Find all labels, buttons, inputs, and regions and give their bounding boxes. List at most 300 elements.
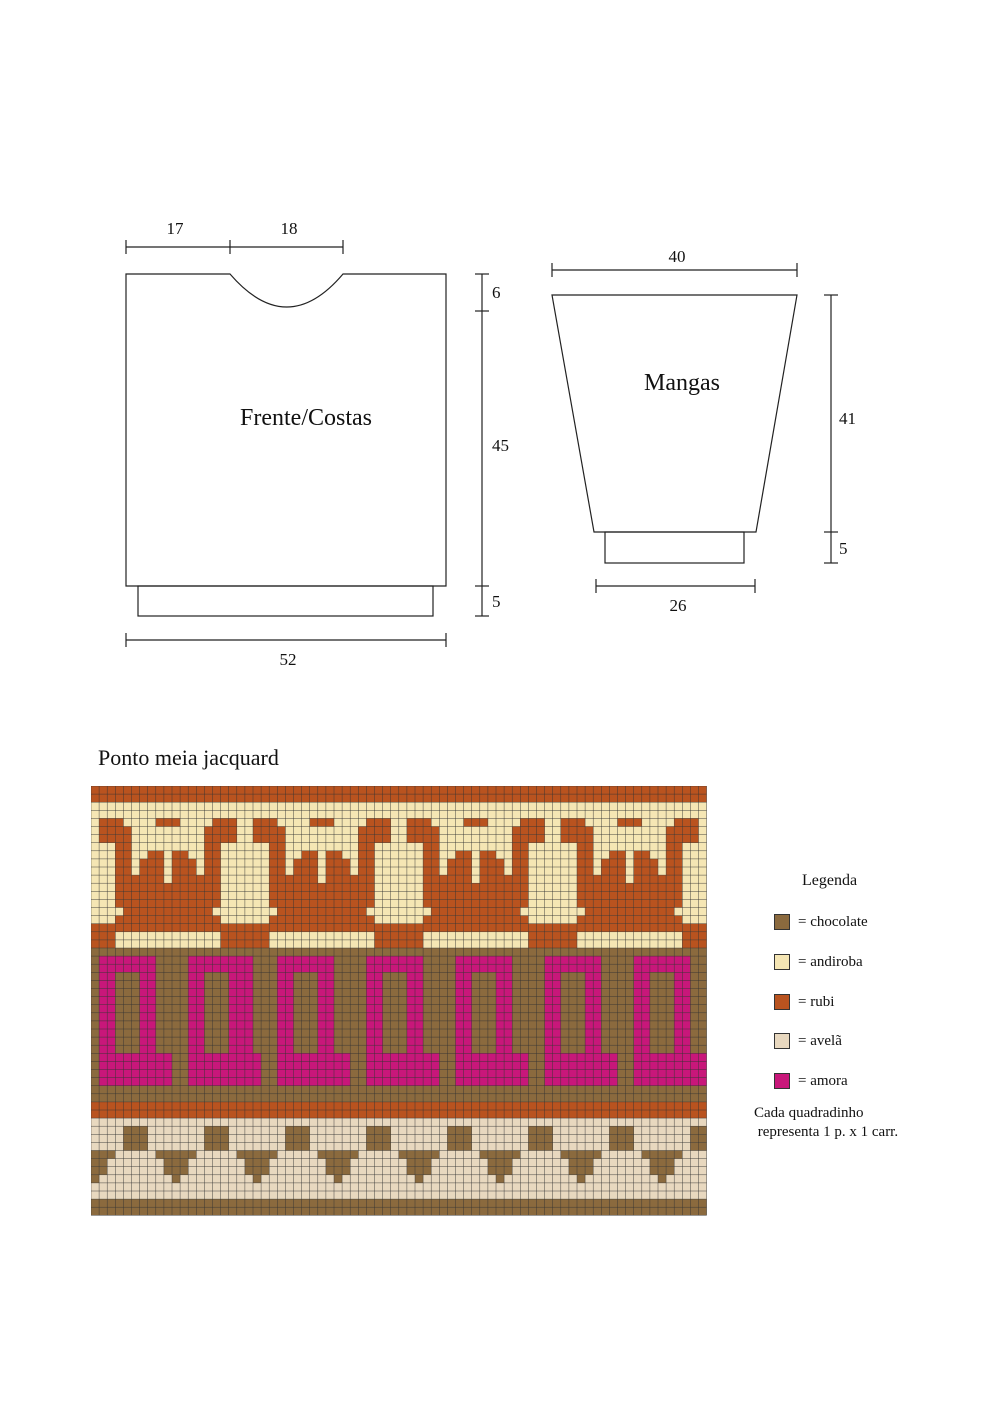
chart-cell xyxy=(229,964,237,972)
chart-cell xyxy=(99,980,107,988)
chart-cell xyxy=(601,1070,609,1078)
chart-cell xyxy=(553,1029,561,1037)
chart-cell xyxy=(204,867,212,875)
chart-cell xyxy=(140,1005,148,1013)
chart-cell xyxy=(407,1045,415,1053)
chart-cell xyxy=(132,875,140,883)
chart-cell xyxy=(407,835,415,843)
chart-cell xyxy=(164,1070,172,1078)
chart-cell xyxy=(310,867,318,875)
chart-cell xyxy=(172,916,180,924)
chart-cell xyxy=(642,908,650,916)
chart-cell xyxy=(545,924,553,932)
chart-cell xyxy=(545,1070,553,1078)
chart-cell xyxy=(277,1045,285,1053)
chart-cell xyxy=(237,1029,245,1037)
chart-cell xyxy=(366,997,374,1005)
chart-cell xyxy=(342,899,350,907)
chart-cell xyxy=(561,964,569,972)
chart-cell xyxy=(618,851,626,859)
chart-cell xyxy=(642,997,650,1005)
chart-cell xyxy=(237,989,245,997)
chart-cell xyxy=(245,1029,253,1037)
chart-cell xyxy=(107,1005,115,1013)
chart-cell xyxy=(642,989,650,997)
chart-cell xyxy=(504,1061,512,1069)
chart-cell xyxy=(407,924,415,932)
chart-cell xyxy=(423,1061,431,1069)
legend-item-rubi xyxy=(774,993,834,1011)
chart-cell xyxy=(447,859,455,867)
chart-cell xyxy=(456,1061,464,1069)
chart-cell xyxy=(569,835,577,843)
chart-cell xyxy=(196,1029,204,1037)
chart-cell xyxy=(609,1053,617,1061)
chart-cell xyxy=(488,1078,496,1086)
legend-note: Cada quadradinho representa 1 p. x 1 carr. xyxy=(754,1105,899,1140)
chart-cell xyxy=(277,883,285,891)
chart-cell xyxy=(140,1078,148,1086)
chart-cell xyxy=(415,1175,423,1183)
chart-cell xyxy=(601,1053,609,1061)
chart-cell xyxy=(674,827,682,835)
chart-cell xyxy=(229,1061,237,1069)
chart-cell xyxy=(609,924,617,932)
chart-cell xyxy=(302,924,310,932)
chart-cell xyxy=(229,997,237,1005)
chart-cell xyxy=(504,1037,512,1045)
chart-cell xyxy=(285,875,293,883)
chart-cell xyxy=(658,908,666,916)
chart-cell xyxy=(512,891,520,899)
chart-cell xyxy=(593,924,601,932)
chart-cell xyxy=(480,891,488,899)
chart-cell xyxy=(91,924,99,932)
chart-cell xyxy=(229,924,237,932)
chart-cell xyxy=(302,1126,310,1134)
dim-body-height: 45 xyxy=(492,436,509,455)
chart-cell xyxy=(99,924,107,932)
chart-cell xyxy=(204,1142,212,1150)
chart-cell xyxy=(318,924,326,932)
chart-cell xyxy=(496,980,504,988)
chart-cell xyxy=(375,989,383,997)
chart-cell xyxy=(107,956,115,964)
chart-cell xyxy=(253,1159,261,1167)
chart-cell xyxy=(326,1005,334,1013)
chart-cell xyxy=(520,859,528,867)
chart-cell xyxy=(277,956,285,964)
chart-cell xyxy=(634,980,642,988)
chart-cell xyxy=(504,972,512,980)
chart-cell xyxy=(261,924,269,932)
chart-cell xyxy=(553,1005,561,1013)
chart-cell xyxy=(115,899,123,907)
chart-cell xyxy=(253,940,261,948)
chart-cell xyxy=(115,818,123,826)
chart-cell xyxy=(310,851,318,859)
chart-cell xyxy=(366,980,374,988)
chart-cell xyxy=(391,964,399,972)
chart-cell xyxy=(334,916,342,924)
chart-cell xyxy=(115,924,123,932)
legend-item-amora xyxy=(774,1072,848,1090)
chart-cell xyxy=(682,1021,690,1029)
chart-cell xyxy=(431,891,439,899)
chart-cell xyxy=(642,859,650,867)
chart-cell xyxy=(407,1037,415,1045)
chart-cell xyxy=(415,1061,423,1069)
chart-cell xyxy=(666,875,674,883)
chart-cell xyxy=(294,1061,302,1069)
chart-cell xyxy=(593,883,601,891)
chart-cell xyxy=(553,1037,561,1045)
chart-cell xyxy=(366,867,374,875)
chart-cell xyxy=(690,1126,698,1134)
chart-cell xyxy=(310,916,318,924)
chart-cell xyxy=(690,1134,698,1142)
swatch-andiroba xyxy=(774,954,790,970)
chart-cell xyxy=(302,1078,310,1086)
chart-cell xyxy=(253,1070,261,1078)
chart-cell xyxy=(601,883,609,891)
chart-cell xyxy=(326,916,334,924)
chart-cell xyxy=(545,964,553,972)
chart-cell xyxy=(423,859,431,867)
chart-cell xyxy=(682,932,690,940)
chart-cell xyxy=(674,980,682,988)
chart-cell xyxy=(666,859,674,867)
chart-cell xyxy=(488,859,496,867)
chart-cell xyxy=(601,924,609,932)
chart-cell xyxy=(626,1134,634,1142)
chart-cell xyxy=(682,827,690,835)
chart-cell xyxy=(415,1005,423,1013)
chart-cell xyxy=(358,908,366,916)
chart-cell xyxy=(593,997,601,1005)
chart-cell xyxy=(375,956,383,964)
chart-cell xyxy=(140,1029,148,1037)
chart-cell xyxy=(302,859,310,867)
chart-cell xyxy=(140,1021,148,1029)
chart-cell xyxy=(140,964,148,972)
chart-cell xyxy=(569,1070,577,1078)
chart-cell xyxy=(188,1061,196,1069)
chart-cell xyxy=(326,1078,334,1086)
chart-cell xyxy=(504,883,512,891)
chart-cell xyxy=(318,1005,326,1013)
chart-cell xyxy=(634,899,642,907)
chart-cell xyxy=(447,867,455,875)
chart-cell xyxy=(480,1061,488,1069)
chart-cell xyxy=(140,916,148,924)
chart-cell xyxy=(423,924,431,932)
chart-cell xyxy=(156,867,164,875)
chart-cell xyxy=(423,827,431,835)
chart-cell xyxy=(504,1029,512,1037)
chart-cell xyxy=(123,1053,131,1061)
chart-cell xyxy=(407,1053,415,1061)
chart-cell xyxy=(221,1078,229,1086)
chart-cell xyxy=(148,1013,156,1021)
chart-cell xyxy=(431,899,439,907)
chart-cell xyxy=(650,867,658,875)
chart-cell xyxy=(674,916,682,924)
chart-cell xyxy=(626,916,634,924)
chart-cell xyxy=(188,1005,196,1013)
chart-cell xyxy=(148,1045,156,1053)
chart-cell xyxy=(156,891,164,899)
chart-cell xyxy=(472,818,480,826)
chart-cell xyxy=(196,1078,204,1086)
sleeve-label: Mangas xyxy=(644,370,720,396)
chart-cell xyxy=(140,1045,148,1053)
chart-cell xyxy=(188,1070,196,1078)
chart-cell xyxy=(156,908,164,916)
chart-cell xyxy=(196,1013,204,1021)
chart-cell xyxy=(528,835,536,843)
chart-cell xyxy=(172,818,180,826)
chart-cell xyxy=(674,1053,682,1061)
chart-cell xyxy=(504,1005,512,1013)
chart-cell xyxy=(383,827,391,835)
chart-cell xyxy=(488,1070,496,1078)
chart-cell xyxy=(666,835,674,843)
chart-cell xyxy=(666,843,674,851)
chart-cell xyxy=(545,1126,553,1134)
chart-cell xyxy=(318,1021,326,1029)
chart-cell xyxy=(650,883,658,891)
chart-cell xyxy=(132,1126,140,1134)
chart-cell xyxy=(456,924,464,932)
chart-cell xyxy=(682,835,690,843)
chart-cell xyxy=(196,1005,204,1013)
chart-cell xyxy=(399,1078,407,1086)
chart-cell xyxy=(99,940,107,948)
chart-cell xyxy=(618,891,626,899)
chart-cell xyxy=(577,1070,585,1078)
chart-cell xyxy=(148,1005,156,1013)
chart-cell xyxy=(188,1053,196,1061)
chart-cell xyxy=(642,964,650,972)
chart-cell xyxy=(334,867,342,875)
chart-cell xyxy=(107,997,115,1005)
chart-cell xyxy=(699,924,707,932)
chart-cell xyxy=(221,1142,229,1150)
chart-cell xyxy=(245,997,253,1005)
chart-cell xyxy=(609,1070,617,1078)
chart-cell xyxy=(545,989,553,997)
chart-cell xyxy=(415,972,423,980)
chart-cell xyxy=(537,835,545,843)
legend-item-andiroba xyxy=(774,953,863,971)
chart-cell xyxy=(585,997,593,1005)
chart-cell xyxy=(310,1078,318,1086)
chart-cell xyxy=(132,1078,140,1086)
chart-cell xyxy=(172,924,180,932)
chart-cell xyxy=(188,972,196,980)
chart-cell xyxy=(107,940,115,948)
chart-cell xyxy=(132,964,140,972)
chart-cell xyxy=(285,1134,293,1142)
chart-cell xyxy=(350,924,358,932)
chart-cell xyxy=(358,899,366,907)
chart-cell xyxy=(253,1078,261,1086)
chart-cell xyxy=(496,1013,504,1021)
chart-cell xyxy=(383,1061,391,1069)
chart-cell xyxy=(472,1053,480,1061)
chart-cell xyxy=(285,1142,293,1150)
chart-cell xyxy=(407,1078,415,1086)
chart-cell xyxy=(626,1142,634,1150)
chart-cell xyxy=(488,867,496,875)
chart-cell xyxy=(107,1037,115,1045)
chart-cell xyxy=(634,972,642,980)
chart-cell xyxy=(326,867,334,875)
chart-cell xyxy=(650,859,658,867)
chart-cell xyxy=(164,1053,172,1061)
chart-cell xyxy=(577,1159,585,1167)
chart-cell xyxy=(294,883,302,891)
chart-cell xyxy=(140,883,148,891)
chart-cell xyxy=(537,1142,545,1150)
chart-cell xyxy=(148,875,156,883)
chart-cell xyxy=(156,851,164,859)
chart-cell xyxy=(269,851,277,859)
chart-cell xyxy=(593,1021,601,1029)
chart-cell xyxy=(666,1061,674,1069)
chart-cell xyxy=(204,1061,212,1069)
chart-cell xyxy=(237,997,245,1005)
chart-cell xyxy=(156,916,164,924)
chart-cell xyxy=(334,899,342,907)
chart-cell xyxy=(601,908,609,916)
chart-cell xyxy=(520,1078,528,1086)
chart-cell xyxy=(383,940,391,948)
chart-cell xyxy=(132,1061,140,1069)
chart-cell xyxy=(180,924,188,932)
chart-cell xyxy=(407,1159,415,1167)
chart-cell xyxy=(496,1005,504,1013)
chart-cell xyxy=(334,851,342,859)
chart-cell xyxy=(439,883,447,891)
chart-cell xyxy=(245,1005,253,1013)
dim-neck-depth: 6 xyxy=(492,283,501,302)
chart-cell xyxy=(107,1013,115,1021)
chart-cell xyxy=(585,924,593,932)
chart-cell xyxy=(504,899,512,907)
chart-cell xyxy=(431,867,439,875)
chart-cell xyxy=(115,891,123,899)
chart-cell xyxy=(253,827,261,835)
chart-cell xyxy=(318,989,326,997)
chart-cell xyxy=(496,1021,504,1029)
chart-cell xyxy=(658,875,666,883)
chart-cell xyxy=(277,964,285,972)
chart-cell xyxy=(407,1167,415,1175)
chart-cell xyxy=(375,1070,383,1078)
chart-cell xyxy=(318,1053,326,1061)
chart-cell xyxy=(699,1126,707,1134)
chart-cell xyxy=(650,1078,658,1086)
chart-cell xyxy=(456,1053,464,1061)
chart-cell xyxy=(634,956,642,964)
chart-cell xyxy=(699,1134,707,1142)
chart-cell xyxy=(601,1061,609,1069)
chart-cell xyxy=(261,940,269,948)
chart-cell xyxy=(488,1159,496,1167)
chart-cell xyxy=(285,1045,293,1053)
chart-cell xyxy=(383,835,391,843)
chart-cell xyxy=(358,867,366,875)
chart-cell xyxy=(528,1134,536,1142)
chart-cell xyxy=(229,827,237,835)
chart-cell xyxy=(277,843,285,851)
chart-cell xyxy=(545,980,553,988)
chart-cell xyxy=(569,1061,577,1069)
chart-cell xyxy=(253,1175,261,1183)
chart-cell xyxy=(553,980,561,988)
chart-cell xyxy=(553,1061,561,1069)
chart-cell xyxy=(674,851,682,859)
chart-cell xyxy=(512,924,520,932)
chart-cell xyxy=(188,867,196,875)
chart-cell xyxy=(496,916,504,924)
chart-cell xyxy=(561,1070,569,1078)
chart-cell xyxy=(464,899,472,907)
chart-cell xyxy=(456,1045,464,1053)
chart-cell xyxy=(488,875,496,883)
chart-cell xyxy=(334,908,342,916)
chart-cell xyxy=(285,1013,293,1021)
chart-cell xyxy=(423,818,431,826)
chart-cell xyxy=(537,1126,545,1134)
chart-cell xyxy=(318,1029,326,1037)
chart-cell xyxy=(140,1061,148,1069)
chart-cell xyxy=(156,899,164,907)
chart-cell xyxy=(496,1045,504,1053)
chart-cell xyxy=(148,916,156,924)
chart-cell xyxy=(245,1013,253,1021)
chart-cell xyxy=(512,875,520,883)
chart-cell xyxy=(107,989,115,997)
chart-cell xyxy=(545,1142,553,1150)
chart-cell xyxy=(431,1053,439,1061)
chart-cell xyxy=(634,875,642,883)
chart-cell xyxy=(115,867,123,875)
dim-top-neck: 18 xyxy=(280,219,298,238)
chart-cell xyxy=(520,875,528,883)
chart-cell xyxy=(496,1061,504,1069)
chart-cell xyxy=(148,1029,156,1037)
chart-cell xyxy=(132,1070,140,1078)
chart-cell xyxy=(310,964,318,972)
chart-cell xyxy=(666,1151,674,1159)
chart-cell xyxy=(577,956,585,964)
chart-cell xyxy=(642,1078,650,1086)
chart-cell xyxy=(488,956,496,964)
chart-cell xyxy=(140,859,148,867)
chart-cell xyxy=(107,1061,115,1069)
chart-cell xyxy=(221,1053,229,1061)
chart-cell xyxy=(302,1070,310,1078)
chart-cell xyxy=(334,1159,342,1167)
chart-cell xyxy=(407,827,415,835)
chart-cell xyxy=(148,1037,156,1045)
chart-cell xyxy=(107,835,115,843)
chart-cell xyxy=(383,932,391,940)
chart-cell xyxy=(302,1061,310,1069)
